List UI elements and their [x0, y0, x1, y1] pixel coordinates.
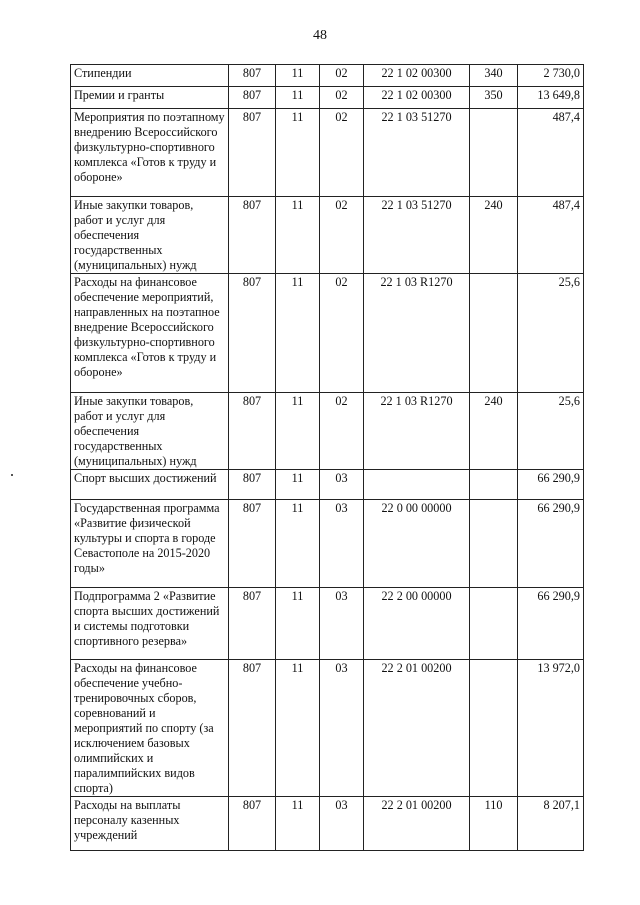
amount: 25,6: [518, 274, 584, 393]
subsection-code: 02: [320, 197, 364, 274]
row-name: Расходы на выплаты персоналу казенных учреждений: [71, 797, 229, 851]
table-row: [71, 274, 584, 393]
row-name: Спорт высших достижений: [71, 470, 229, 500]
table-row: [71, 65, 584, 87]
ministry-code: 807: [229, 87, 276, 109]
scan-speck: [11, 474, 13, 476]
target-code: 22 1 03 51270: [364, 197, 470, 274]
ministry-code: 807: [229, 109, 276, 197]
table-row: [71, 109, 584, 197]
row-name: Государственная программа «Развитие физической культуры и спорта в городе Севастополе на 2015-2020 годы»: [71, 500, 229, 588]
budget-table: [70, 64, 584, 851]
subsection-code: 03: [320, 500, 364, 588]
subsection-code: 03: [320, 660, 364, 797]
target-code: 22 1 03 R1270: [364, 393, 470, 470]
section-code: 11: [276, 197, 320, 274]
ministry-code: 807: [229, 274, 276, 393]
expense-type-code: [470, 274, 518, 393]
table-row: [71, 197, 584, 274]
section-code: 11: [276, 797, 320, 851]
amount: 487,4: [518, 109, 584, 197]
table-row: [71, 470, 584, 500]
amount: 13 972,0: [518, 660, 584, 797]
page-number: 48: [313, 28, 327, 43]
expense-type-code: [470, 500, 518, 588]
ministry-code: 807: [229, 470, 276, 500]
section-code: 11: [276, 109, 320, 197]
amount: 13 649,8: [518, 87, 584, 109]
expense-type-code: 340: [470, 65, 518, 87]
expense-type-code: 240: [470, 393, 518, 470]
amount: 66 290,9: [518, 588, 584, 660]
expense-type-code: [470, 109, 518, 197]
ministry-code: 807: [229, 797, 276, 851]
expense-type-code: 240: [470, 197, 518, 274]
ministry-code: 807: [229, 660, 276, 797]
table-row: [71, 660, 584, 797]
section-code: 11: [276, 65, 320, 87]
section-code: 11: [276, 393, 320, 470]
target-code: 22 1 02 00300: [364, 65, 470, 87]
subsection-code: 02: [320, 109, 364, 197]
amount: 66 290,9: [518, 500, 584, 588]
row-name: Стипендии: [71, 65, 229, 87]
expense-type-code: 110: [470, 797, 518, 851]
ministry-code: 807: [229, 588, 276, 660]
row-name: Подпрограмма 2 «Развитие спорта высших достижений и системы подготовки спортивного резерва»: [71, 588, 229, 660]
table-row: [71, 393, 584, 470]
table-row: [71, 797, 584, 851]
target-code: 22 2 01 00200: [364, 797, 470, 851]
expense-type-code: [470, 660, 518, 797]
row-name: Расходы на финансовое обеспечение мероприятий, направленных на поэтапное внедрение Всероссийского физкультурно-спортивного комплекса «Готов к труду и обороне»: [71, 274, 229, 393]
subsection-code: 03: [320, 588, 364, 660]
target-code: 22 0 00 00000: [364, 500, 470, 588]
target-code: [364, 470, 470, 500]
amount: 8 207,1: [518, 797, 584, 851]
expense-type-code: [470, 588, 518, 660]
target-code: 22 1 03 R1270: [364, 274, 470, 393]
section-code: 11: [276, 500, 320, 588]
row-name: Иные закупки товаров, работ и услуг для обеспечения государственных (муниципальных) нужд: [71, 197, 229, 274]
amount: 66 290,9: [518, 470, 584, 500]
amount: 25,6: [518, 393, 584, 470]
row-name: Премии и гранты: [71, 87, 229, 109]
section-code: 11: [276, 274, 320, 393]
row-name: Расходы на финансовое обеспечение учебно-тренировочных сборов, соревнований и мероприятий по спорту (за исключением базовых олимпийских и паралимпийских видов спорта): [71, 660, 229, 797]
amount: 2 730,0: [518, 65, 584, 87]
ministry-code: 807: [229, 393, 276, 470]
table-row: [71, 500, 584, 588]
ministry-code: 807: [229, 197, 276, 274]
target-code: 22 1 02 00300: [364, 87, 470, 109]
expense-type-code: 350: [470, 87, 518, 109]
subsection-code: 02: [320, 274, 364, 393]
section-code: 11: [276, 588, 320, 660]
subsection-code: 02: [320, 87, 364, 109]
expense-type-code: [470, 470, 518, 500]
table-row: [71, 87, 584, 109]
target-code: 22 2 00 00000: [364, 588, 470, 660]
target-code: 22 1 03 51270: [364, 109, 470, 197]
section-code: 11: [276, 87, 320, 109]
subsection-code: 03: [320, 797, 364, 851]
target-code: 22 2 01 00200: [364, 660, 470, 797]
subsection-code: 03: [320, 470, 364, 500]
row-name: Иные закупки товаров, работ и услуг для обеспечения государственных (муниципальных) нужд: [71, 393, 229, 470]
row-name: Мероприятия по поэтапному внедрению Всероссийского физкультурно-спортивного комплекса «Готов к труду и обороне»: [71, 109, 229, 197]
amount: 487,4: [518, 197, 584, 274]
table-row: [71, 588, 584, 660]
section-code: 11: [276, 660, 320, 797]
ministry-code: 807: [229, 500, 276, 588]
subsection-code: 02: [320, 393, 364, 470]
section-code: 11: [276, 470, 320, 500]
subsection-code: 02: [320, 65, 364, 87]
ministry-code: 807: [229, 65, 276, 87]
